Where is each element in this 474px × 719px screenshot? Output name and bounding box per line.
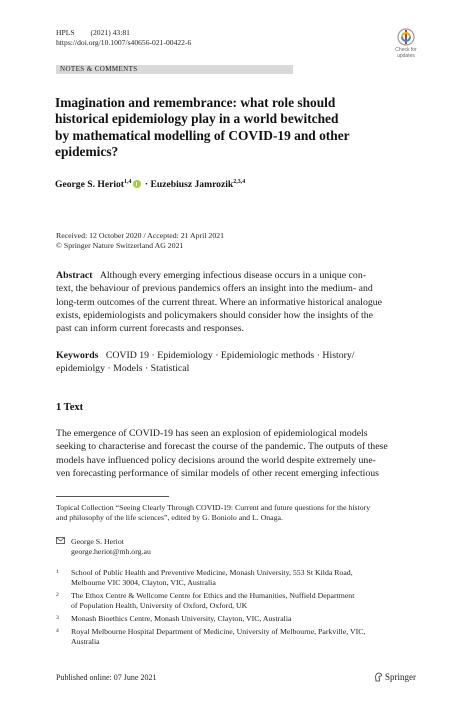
affiliation-number: 3 xyxy=(56,615,59,621)
body-line: The emergence of COVID-19 has seen an explosion of epidemiological models xyxy=(56,428,368,439)
abstract-line: long-term outcomes of the current threat. Where an informative historical analogue xyxy=(56,296,382,308)
section-body xyxy=(56,427,420,480)
section-heading: 1 Text xyxy=(56,402,84,413)
section-label: NOTES & COMMENTS xyxy=(60,65,138,73)
footnote-line: Topical Collection “Seeing Clearly Through COVID-19: Current and future questions for the history xyxy=(56,503,371,512)
article-history xyxy=(56,231,416,251)
contact-name-line xyxy=(56,537,356,547)
corresponding-author xyxy=(56,537,356,557)
keywords-label: Keywords xyxy=(56,350,99,361)
footnote-divider xyxy=(56,496,169,497)
keywords xyxy=(56,349,420,376)
contact-email[interactable]: george.heriot@mh.org.au xyxy=(71,547,151,556)
title-line: historical epidemiology play in a world bewitched xyxy=(55,111,339,127)
affiliation-line: School of Public Health and Preventive Medicine, Monash University, 553 St Kilda Road, xyxy=(71,568,353,577)
publisher-name: Springer xyxy=(385,672,416,682)
crossmark-icon xyxy=(397,28,415,48)
affiliation-line: The Ethox Centre & Wellcome Centre for Ethics and the Humanities, Nuffield Department xyxy=(71,591,355,600)
keywords-line: epidemiolgy · Models · Statistical xyxy=(56,363,190,375)
affiliation-line: of Population Health, University of Oxford, Oxford, UK xyxy=(71,601,248,610)
affiliation-item xyxy=(56,614,426,624)
affiliation-list xyxy=(56,568,426,647)
abstract-line: Abstract Although every emerging infectious disease occurs in a unique con- xyxy=(56,270,366,281)
doi-link[interactable]: https://doi.org/10.1007/s40656-021-00422-6 xyxy=(56,38,192,47)
copyright-line: © Springer Nature Switzerland AG 2021 xyxy=(56,241,184,250)
abstract-label: Abstract xyxy=(56,270,93,281)
body-line: models have influenced policy decisions around the world despite extremely une- xyxy=(56,454,376,466)
author-affiliation-sup: 1,4 xyxy=(124,179,132,185)
affiliation-item xyxy=(56,568,426,588)
section-label-bar xyxy=(56,65,293,74)
author-list xyxy=(55,179,415,191)
contact-name: George S. Heriot xyxy=(71,537,124,546)
author-affiliation-sup: 2,3,4 xyxy=(233,179,246,185)
orcid-icon[interactable] xyxy=(133,180,141,188)
journal-volume: (2021) 43:81 xyxy=(90,28,130,37)
affiliation-number: 4 xyxy=(56,628,59,634)
keywords-line: Keywords COVID 19 · Epidemiology · Epidemiologic methods · History/ xyxy=(56,350,355,361)
affiliation-line: Monash Bioethics Centre, Monash University, Clayton, VIC, Australia xyxy=(71,614,292,623)
topical-collection-note xyxy=(56,503,426,523)
affiliation-number: 2 xyxy=(56,592,59,598)
affiliation-item xyxy=(56,591,426,611)
envelope-icon xyxy=(56,537,65,544)
affiliation-line: Melbourne VIC 3004, Clayton, VIC, Australia xyxy=(71,578,216,587)
author-name[interactable]: George S. Heriot xyxy=(55,179,124,190)
affiliation-item xyxy=(56,627,426,647)
received-accepted: Received: 12 October 2020 / Accepted: 21 April 2021 xyxy=(56,231,225,240)
author-name[interactable]: Euzebiusz Jamrozik xyxy=(150,179,234,190)
abstract-line: text, the behaviour of previous pandemics offers an insight into the medium- and xyxy=(56,283,373,295)
title-line: by mathematical modelling of COVID-19 and other xyxy=(55,127,350,143)
springer-horse-icon xyxy=(374,672,383,682)
crossmark-label-2: updates xyxy=(397,52,415,59)
footnote-line: and philosophy of the life sciences”, edited by G. Boniolo and L. Onaga. xyxy=(56,513,283,522)
title-line: epidemics? xyxy=(55,144,119,160)
article-title xyxy=(55,95,385,161)
affiliation-number: 1 xyxy=(56,569,59,575)
journal-line xyxy=(56,28,356,38)
body-line: ven forecasting performance of similar models of other recent emerging infectious xyxy=(56,467,379,479)
abstract xyxy=(56,269,420,335)
published-online: Published online: 07 June 2021 xyxy=(56,673,157,682)
author-separator: · xyxy=(144,179,149,190)
abstract-line: past can inform current forecasts and responses. xyxy=(56,323,244,335)
title-line: Imagination and remembrance: what role should xyxy=(55,95,336,110)
crossmark-badge[interactable] xyxy=(390,28,422,62)
body-line: seeking to characterise and forecast the course of the pandemic. The outputs of these xyxy=(56,441,388,453)
affiliation-line: Royal Melbourne Hospital Department of Medicine, University of Melbourne, Parkville, VIC, xyxy=(71,627,366,636)
journal-name: HPLS xyxy=(56,28,75,37)
abstract-line: exists, epidemiologists and policymakers should consider how the insights of the xyxy=(56,309,373,321)
crossmark-label-1: Check for xyxy=(395,47,417,53)
running-header xyxy=(56,28,356,48)
affiliation-line: Australia xyxy=(71,637,100,646)
publisher-logo xyxy=(374,672,416,683)
